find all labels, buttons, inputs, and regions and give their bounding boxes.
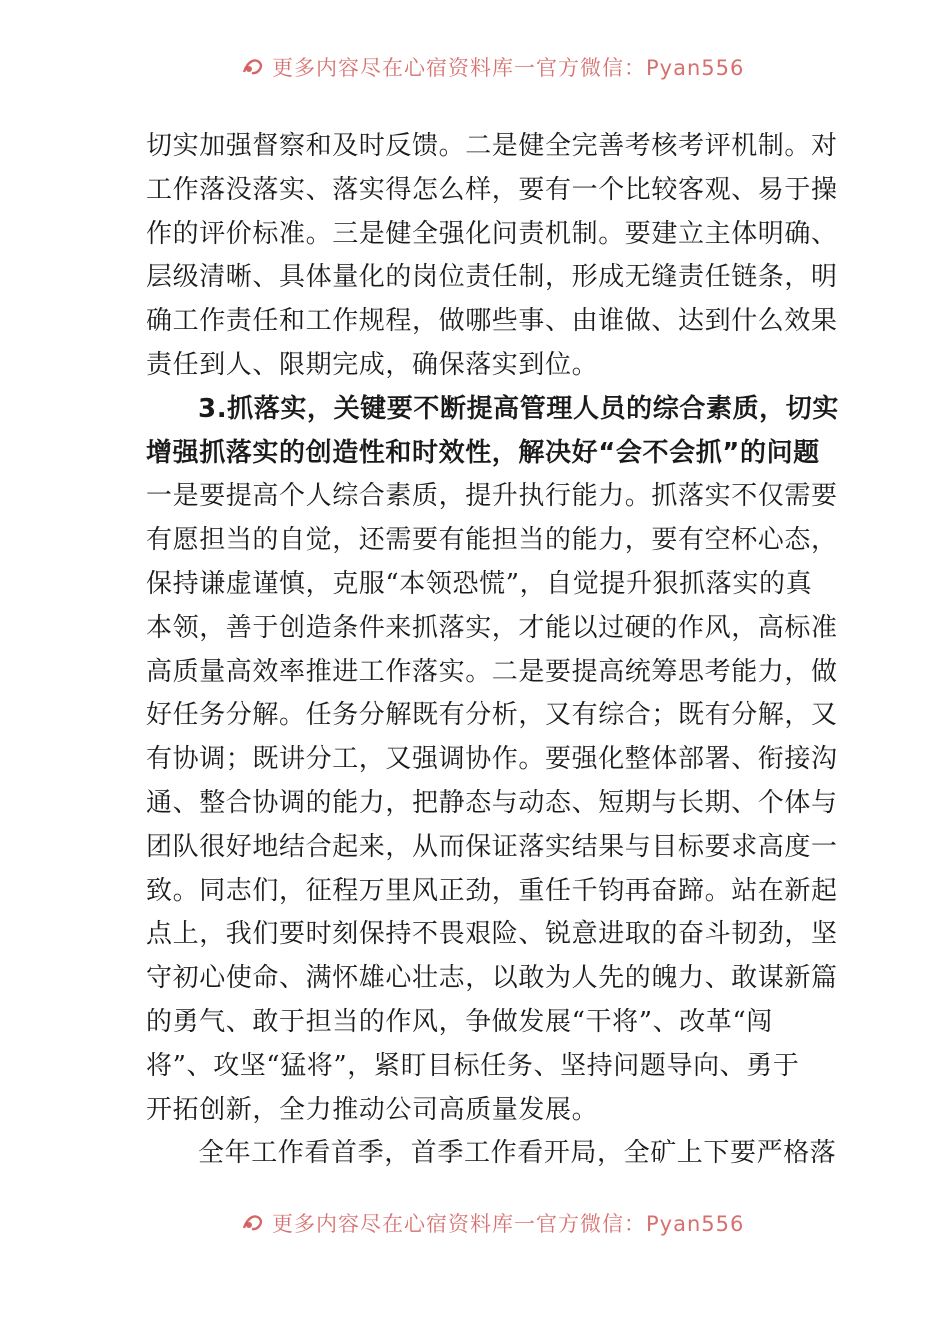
text-line: 有协调；既讲分工，又强调协作。要强化整体部署、衔接沟 — [146, 744, 838, 775]
footer-watermark — [0, 1208, 950, 1238]
text-line: 好任务分解。任务分解既有分析，又有综合；既有分解，又 — [146, 700, 838, 731]
text-line: 团队很好地结合起来，从而保证落实结果与目标要求高度一 — [146, 831, 838, 862]
text-line: 层级清晰、具体量化的岗位责任制，形成无缝责任链条，明 — [146, 262, 838, 293]
header-watermark — [0, 52, 950, 82]
text-line: 工作落没落实、落实得怎么样，要有一个比较客观、易于操 — [146, 174, 838, 205]
section-heading: 3.抓落实，关键要不断提高管理人员的综合素质，切实 — [198, 393, 839, 424]
text-line: 通、整合协调的能力，把静态与动态、短期与长期、个体与 — [146, 787, 838, 818]
text-line: 责任到人、限期完成，确保落实到位。 — [146, 349, 599, 380]
text-line: 全年工作看首季，首季工作看开局，全矿上下要严格落 — [198, 1138, 837, 1169]
text-line: 有愿担当的自觉，还需要有能担当的能力，要有空杯心态， — [146, 525, 838, 556]
text-line: 确工作责任和工作规程，做哪些事、由谁做、达到什么效果 — [146, 306, 838, 337]
text-line: 点上，我们要时刻保持不畏艰险、锐意进取的奋斗韧劲，坚 — [146, 919, 838, 950]
text-line: 一是要提高个人综合素质，提升执行能力。抓落实不仅需要 — [146, 481, 838, 512]
text-line: 将”、攻坚“猛将”，紧盯目标任务、坚持问题导向、勇于 — [146, 1050, 800, 1081]
watermark-logo-icon — [240, 1210, 266, 1236]
text-line: 开拓创新，全力推动公司高质量发展。 — [146, 1094, 599, 1125]
section-heading: 增强抓落实的创造性和时效性，解决好“会不会抓”的问题 — [146, 437, 820, 468]
watermark-logo-icon — [240, 54, 266, 80]
text-line: 保持谦虚谨慎，克服“本领恐慌”，自觉提升狠抓落实的真 — [146, 568, 813, 599]
watermark-text: 更多内容尽在心宿资料库一官方微信：Pyan556 — [272, 1212, 745, 1236]
text-line: 守初心使命、满怀雄心壮志，以敢为人先的魄力、敢谋新篇 — [146, 963, 838, 994]
text-line: 切实加强督察和及时反馈。二是健全完善考核考评机制。对 — [146, 131, 838, 161]
text-line: 高质量高效率推进工作落实。二是要提高统筹思考能力，做 — [146, 656, 838, 687]
text-line: 的勇气、敢于担当的作风，争做发展“干将”、改革“闯 — [146, 1006, 773, 1037]
watermark-text: 更多内容尽在心宿资料库一官方微信：Pyan556 — [272, 56, 745, 80]
text-line: 本领，善于创造条件来抓落实，才能以过硬的作风，高标准 — [146, 612, 838, 643]
text-line: 致。同志们，征程万里风正劲，重任千钧再奋蹄。站在新起 — [146, 875, 838, 906]
document-body — [146, 125, 839, 1176]
text-line: 作的评价标准。三是健全强化问责机制。要建立主体明确、 — [146, 218, 838, 249]
